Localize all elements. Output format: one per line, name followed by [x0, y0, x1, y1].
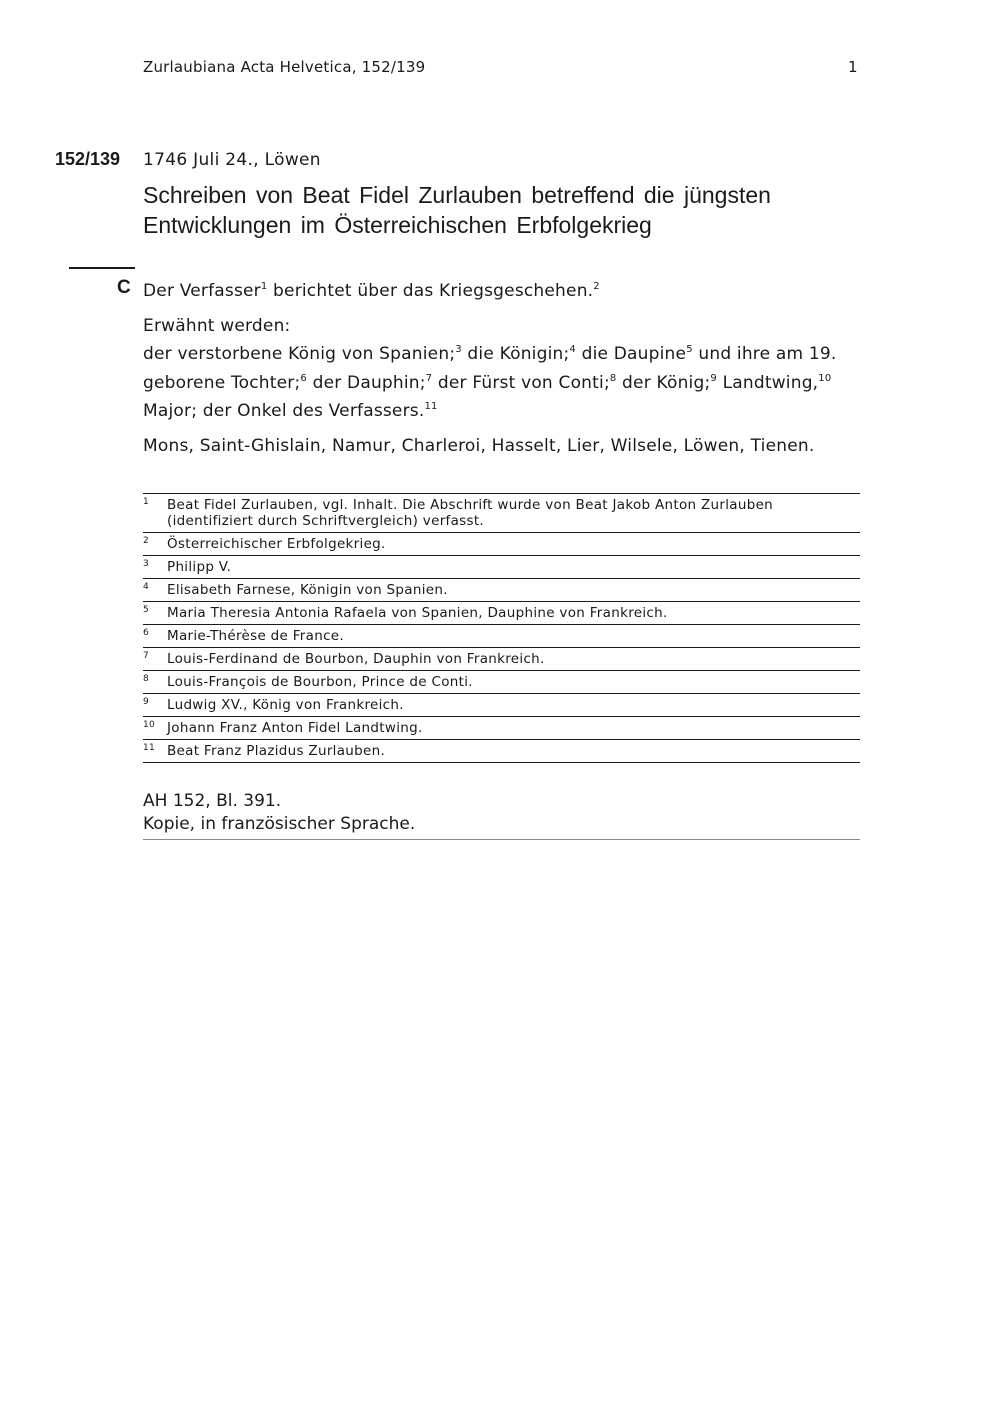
footnote-ref[interactable]: 1 [260, 281, 268, 292]
footnote [143, 555, 860, 578]
footnote-text: Ludwig XV., König von Frankreich. [167, 697, 404, 713]
footnote-text: Beat Franz Plazidus Zurlauben. [167, 743, 386, 759]
footnote-ref[interactable]: 6 [300, 372, 307, 384]
page-number: 1 [848, 58, 858, 76]
document-number: 152/139 [55, 149, 121, 169]
footnote [143, 693, 860, 716]
footnote-ref[interactable]: 5 [686, 344, 693, 355]
footnote-number: 5 [143, 605, 150, 615]
footnote-number: 4 [143, 582, 150, 592]
title-line: Entwicklungen im Österreichischen Erbfolgekrieg [143, 212, 652, 238]
section-divider [69, 267, 135, 269]
footnote-number: 10 [143, 720, 156, 730]
footnote-text: Österreichischer Erbfolgekrieg. [167, 536, 386, 552]
footnote-text: Marie-Thérèse de France. [167, 628, 345, 644]
footnote-number: 6 [143, 628, 150, 638]
footnote-number: 1 [143, 497, 150, 507]
footnote-number: 7 [143, 651, 150, 661]
footnote [143, 670, 860, 693]
source-info [143, 790, 860, 836]
persons-list: der verstorbene König von Spanien;$^3$ die Königin;$^4$ die Daupine$^5$ und ihre am 19. geborene Tochter;$^6$ der Dauphin;$^7$ der Fürst von Conti;$^8$ der König;$^9$ Landtwing,$^{10}$ Major; der Onkel des Verfassers.$^{11}$ [143, 344, 837, 421]
footnote-number: 8 [143, 674, 150, 684]
abstract [143, 277, 873, 466]
footnote-ref[interactable]: 2 [593, 281, 600, 292]
footnote [143, 578, 860, 601]
footnote-ref[interactable]: 7 [425, 372, 433, 384]
archive-reference: AH 152, Bl. 391. [143, 791, 282, 811]
footnote-ref[interactable]: 4 [569, 344, 576, 355]
footnote-ref[interactable]: 3 [455, 344, 462, 355]
footnote [143, 493, 860, 532]
series-title: Zurlaubiana Acta Helvetica, 152/139 [143, 58, 426, 76]
footnotes [143, 493, 860, 763]
footnote [143, 716, 860, 739]
footnote [143, 624, 860, 647]
footnote-text: Louis-Ferdinand de Bourbon, Dauphin von Frankreich. [167, 651, 545, 667]
footnote-number: 2 [143, 536, 150, 546]
source-bottom-rule [143, 839, 860, 840]
title-line: Schreiben von Beat Fidel Zurlauben betreffend die jüngsten [143, 182, 771, 208]
footnote-number: 9 [143, 697, 150, 707]
footnote-text: Philipp V. [167, 559, 232, 575]
document-title [143, 180, 863, 240]
footnote-text: Beat Fidel Zurlauben, vgl. Inhalt. Die Abschrift wurde von Beat Jakob Anton Zurlauben (identifiziert durch Schriftvergleich) verfasst. [167, 497, 774, 529]
footnote-number: 3 [143, 559, 150, 569]
places-list: Mons, Saint-Ghislain, Namur, Charleroi, Hasselt, Lier, Wilsele, Löwen, Tienen. [143, 435, 815, 456]
footnote [143, 739, 860, 762]
footnote-ref[interactable]: 10 [818, 372, 832, 384]
mentioned-label: Erwähnt werden: [143, 315, 291, 336]
footnote-text: Johann Franz Anton Fidel Landtwing. [167, 720, 423, 736]
document-date-place: 1746 Juli 24., Löwen [143, 150, 321, 170]
summary: Der Verfasser$^1$ berichtet über das Kriegsgeschehen.$^2$ [143, 281, 600, 301]
footnote [143, 601, 860, 624]
footnotes-bottom-rule [143, 762, 860, 763]
footnote-ref[interactable]: 9 [710, 372, 717, 384]
transmission-marker: C [117, 277, 131, 298]
footnote-number: 11 [143, 743, 156, 753]
footnote [143, 647, 860, 670]
footnote-text: Maria Theresia Antonia Rafaela von Spanien, Dauphine von Frankreich. [167, 605, 668, 621]
footnote-ref[interactable]: 8 [609, 372, 617, 384]
footnote-text: Elisabeth Farnese, Königin von Spanien. [167, 582, 448, 598]
copy-form: Kopie, in französischer Sprache. [143, 814, 416, 834]
footnote-text: Louis-François de Bourbon, Prince de Conti. [167, 674, 473, 690]
footnote [143, 532, 860, 555]
footnote-ref[interactable]: 11 [424, 401, 438, 412]
